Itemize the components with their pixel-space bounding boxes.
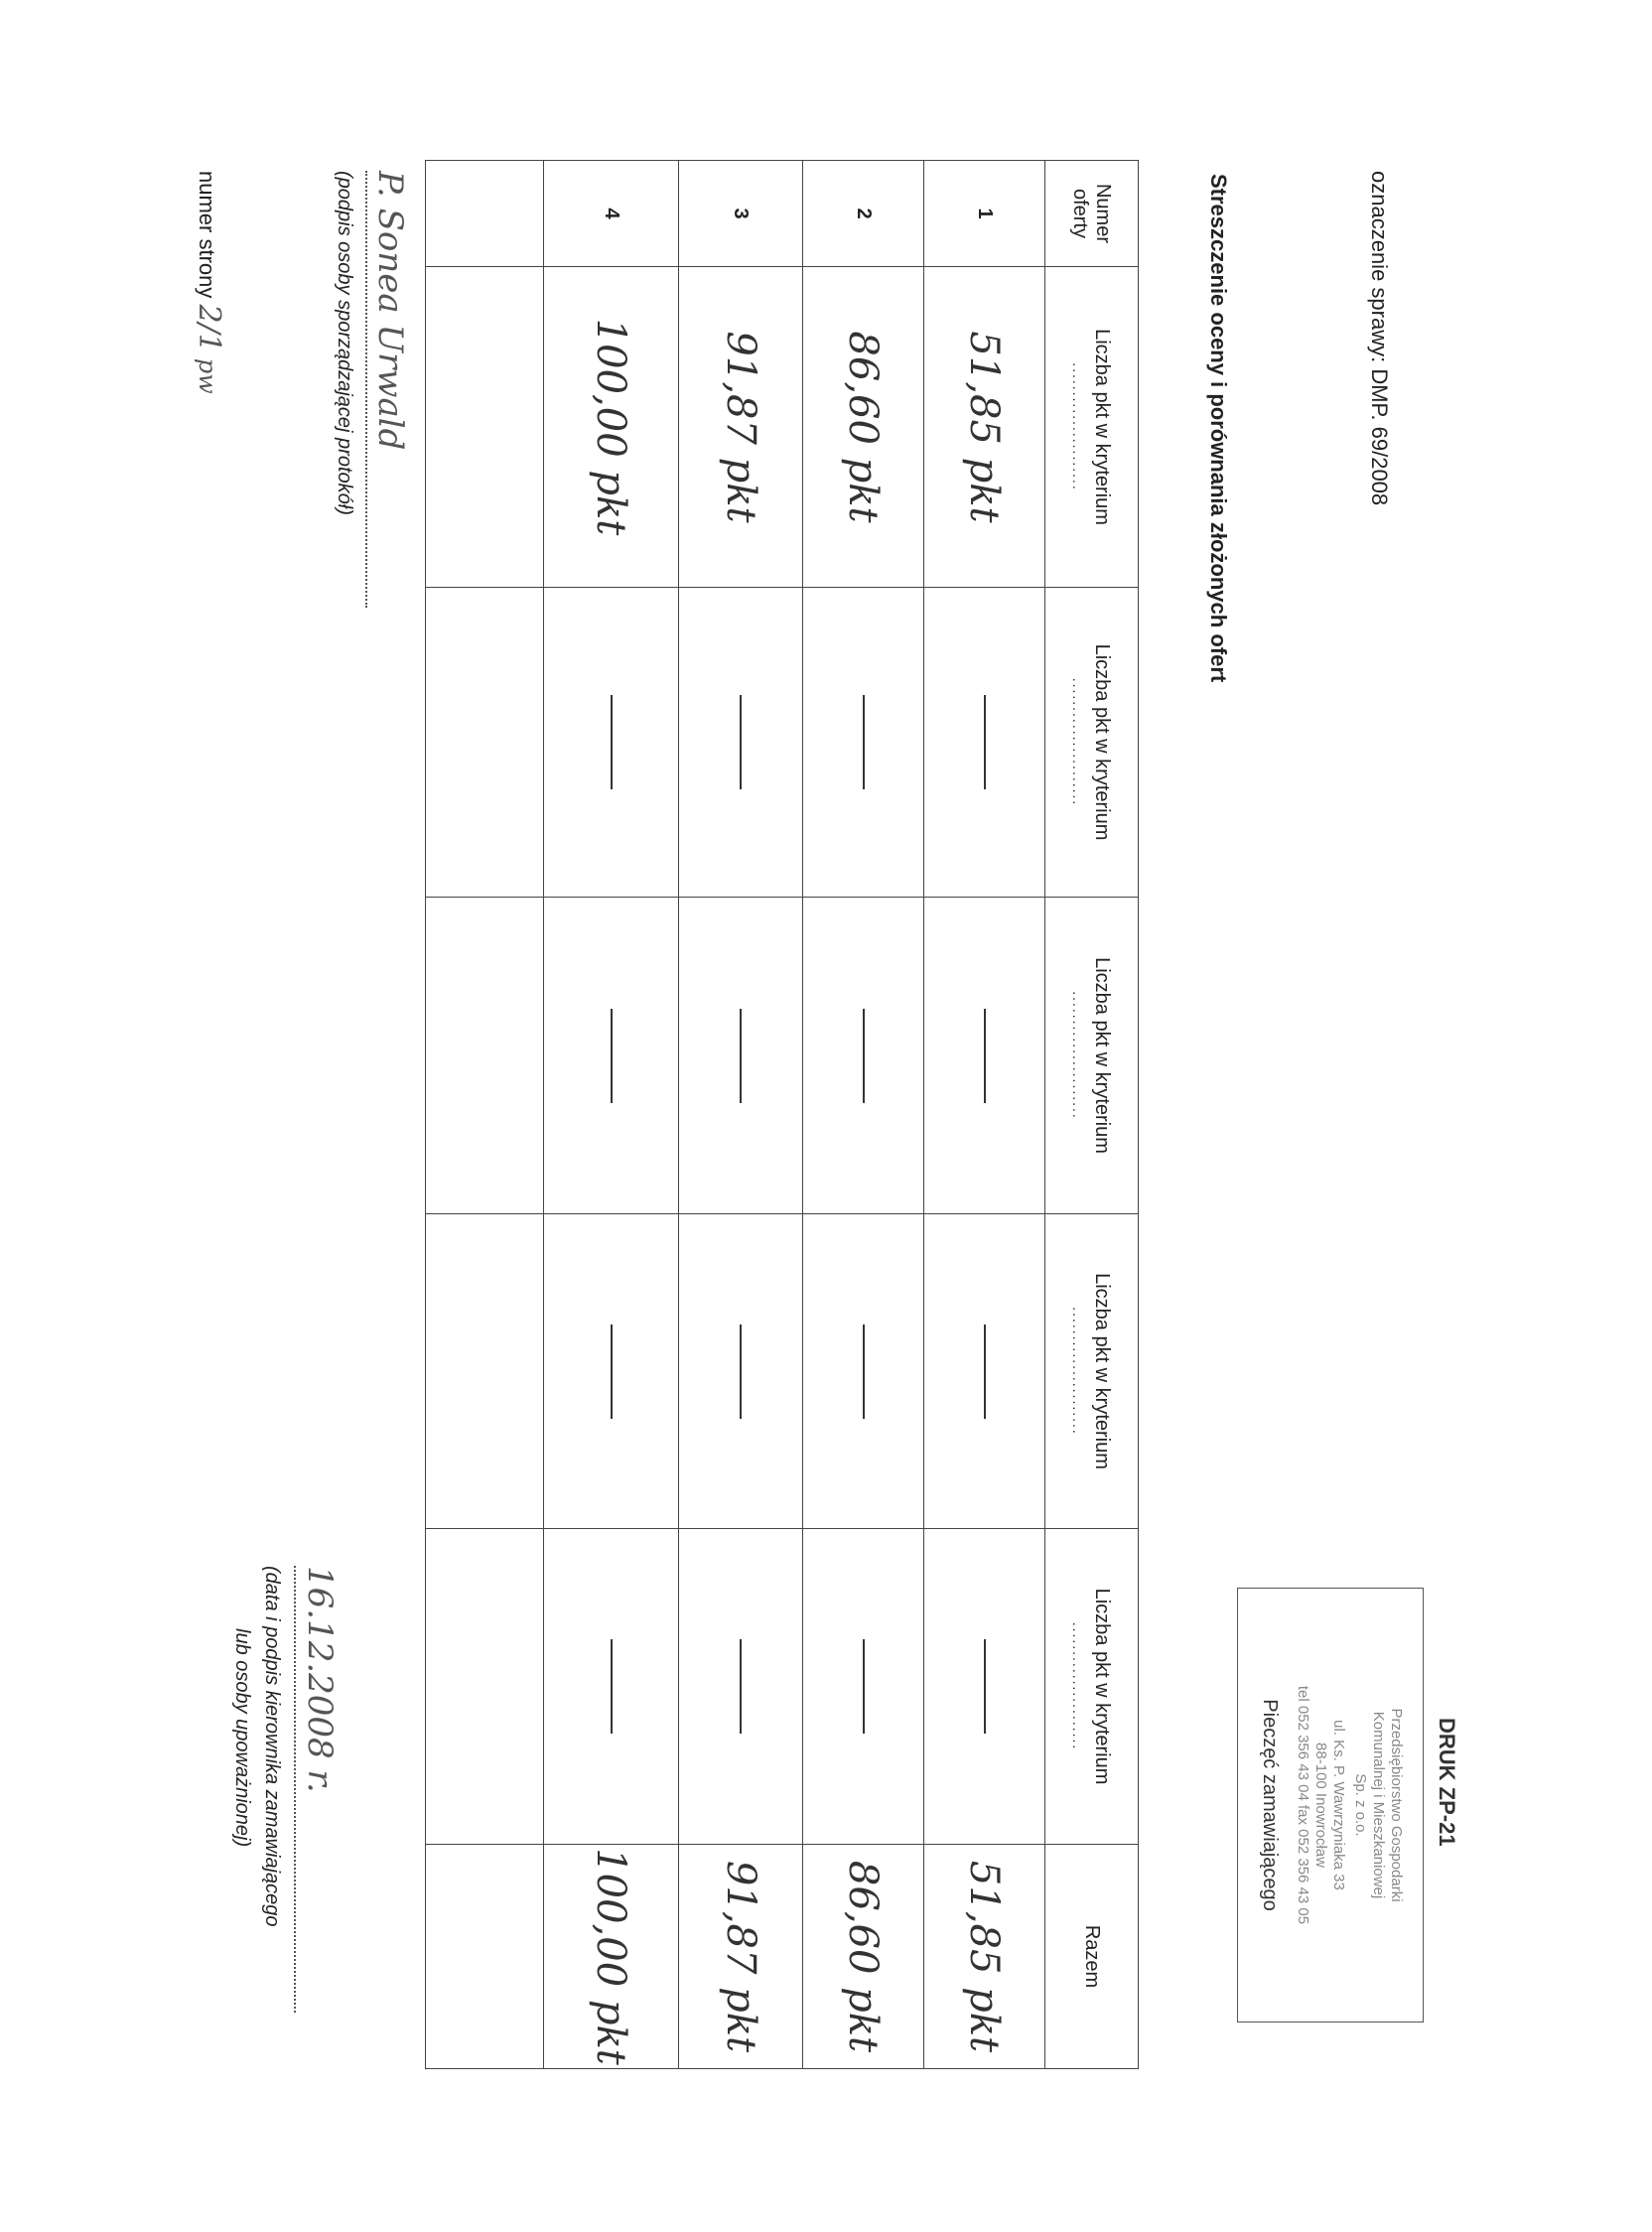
empty-score bbox=[803, 1529, 924, 1845]
stamp-line: ul. Ks. P. Wawrzyniaka 33 bbox=[1330, 1720, 1347, 1890]
empty-score bbox=[679, 1214, 803, 1529]
empty-score bbox=[544, 1529, 679, 1845]
header-total: Razem bbox=[1045, 1845, 1139, 2069]
empty-cell bbox=[426, 1529, 544, 1845]
preparer-caption: (podpis osoby sporządzającej protokół) bbox=[334, 171, 355, 515]
stamp-line: 88-100 Inowrocław bbox=[1312, 1743, 1329, 1868]
empty-cell bbox=[426, 1214, 544, 1529]
dash-mark bbox=[740, 1009, 742, 1103]
empty-score bbox=[544, 898, 679, 1214]
stamp-line: Przedsiębiorstwo Gospodarki bbox=[1388, 1708, 1405, 1902]
criterion-placeholder: ...................... bbox=[1070, 1307, 1086, 1436]
offers-table bbox=[425, 160, 1139, 2069]
criterion-score: 86,60 pkt bbox=[803, 267, 924, 588]
form-code: DRUK ZP-21 bbox=[1435, 1718, 1459, 1847]
case-label: oznaczenie sprawy: bbox=[1367, 171, 1392, 363]
header-criterion bbox=[1045, 267, 1139, 588]
empty-score bbox=[924, 898, 1045, 1214]
total-score: 51,85 pkt bbox=[924, 1845, 1045, 2069]
dash-mark bbox=[611, 1639, 613, 1734]
empty-score bbox=[803, 588, 924, 898]
offer-number: 3 bbox=[679, 161, 803, 267]
total-score: 86,60 pkt bbox=[803, 1845, 924, 2069]
stamp-line: Sp. z o.o. bbox=[1352, 1773, 1369, 1837]
criterion-placeholder: ...................... bbox=[1070, 362, 1086, 491]
empty-score bbox=[679, 588, 803, 898]
empty-score bbox=[679, 898, 803, 1214]
dash-mark bbox=[984, 695, 986, 789]
offer-number: 1 bbox=[924, 161, 1045, 267]
header-criterion bbox=[1045, 588, 1139, 898]
client-stamp bbox=[1237, 1588, 1424, 2023]
empty-score bbox=[924, 1529, 1045, 1845]
header-criterion bbox=[1045, 898, 1139, 1214]
header-label: Liczba pkt w kryterium bbox=[1091, 957, 1113, 1154]
criterion-placeholder: ...................... bbox=[1070, 991, 1086, 1120]
criterion-placeholder: ...................... bbox=[1070, 1621, 1086, 1751]
empty-cell bbox=[426, 588, 544, 898]
empty-score bbox=[803, 898, 924, 1214]
manager-date-signature: 16.12.2008 r. bbox=[294, 1566, 342, 2013]
table-row bbox=[803, 161, 924, 2069]
dash-mark bbox=[984, 1009, 986, 1103]
empty-cell bbox=[426, 267, 544, 588]
manager-caption-line2: lub osoby upoważnionej) bbox=[231, 1628, 253, 1848]
table-row bbox=[924, 161, 1045, 2069]
empty-cell bbox=[426, 1845, 544, 2069]
dash-mark bbox=[740, 1639, 742, 1734]
stamp-line: tel 052 356 43 04 fax 052 356 43 05 bbox=[1295, 1685, 1311, 1925]
page-number bbox=[189, 171, 226, 394]
empty-score bbox=[679, 1529, 803, 1845]
case-number: DMP. 69/2008 bbox=[1367, 368, 1392, 506]
dash-mark bbox=[984, 1639, 986, 1734]
empty-score bbox=[544, 588, 679, 898]
dash-mark bbox=[740, 695, 742, 789]
header-criterion bbox=[1045, 1529, 1139, 1845]
empty-score bbox=[544, 1214, 679, 1529]
empty-cell bbox=[426, 898, 544, 1214]
dash-mark bbox=[611, 1009, 613, 1103]
total-score: 100,00 pkt bbox=[544, 1845, 679, 2069]
preparer-signature: P. Sonea Urwald bbox=[365, 171, 411, 608]
offer-number: 4 bbox=[544, 161, 679, 267]
header-offer-number: Numer oferty bbox=[1045, 161, 1139, 267]
stamp-caption: Pieczęć zamawiającego bbox=[1259, 1699, 1281, 1911]
page-number-value: 2/1 bbox=[192, 304, 226, 352]
dash-mark bbox=[863, 1009, 865, 1103]
table-header-row bbox=[1045, 161, 1139, 2069]
criterion-score: 51,85 pkt bbox=[924, 267, 1045, 588]
case-reference bbox=[1366, 171, 1392, 505]
table-row bbox=[544, 161, 679, 2069]
manager-caption-line1: (data i podpis kierownika zamawiającego bbox=[261, 1566, 283, 1927]
dash-mark bbox=[611, 1325, 613, 1419]
dash-mark bbox=[863, 1639, 865, 1734]
dash-mark bbox=[863, 1325, 865, 1419]
page-number-label: numer strony bbox=[195, 171, 219, 299]
stamp-line: Komunalnej i Mieszkaniowej bbox=[1370, 1711, 1387, 1899]
dash-mark bbox=[740, 1325, 742, 1419]
page-initials: pw bbox=[194, 357, 221, 394]
empty-score bbox=[803, 1214, 924, 1529]
empty-cell bbox=[426, 161, 544, 267]
table-row-empty bbox=[426, 161, 544, 2069]
dash-mark bbox=[984, 1325, 986, 1419]
criterion-score: 91,87 pkt bbox=[679, 267, 803, 588]
dash-mark bbox=[611, 695, 613, 789]
dash-mark bbox=[863, 695, 865, 789]
header-label: Liczba pkt w kryterium bbox=[1091, 329, 1113, 525]
offer-number: 2 bbox=[803, 161, 924, 267]
header-label: Liczba pkt w kryterium bbox=[1091, 1588, 1113, 1785]
table-row bbox=[679, 161, 803, 2069]
header-label: Liczba pkt w kryterium bbox=[1091, 1273, 1113, 1469]
header-criterion bbox=[1045, 1214, 1139, 1529]
empty-score bbox=[924, 1214, 1045, 1529]
empty-score bbox=[924, 588, 1045, 898]
criterion-score: 100,00 pkt bbox=[544, 267, 679, 588]
total-score: 91,87 pkt bbox=[679, 1845, 803, 2069]
header-label: Liczba pkt w kryterium bbox=[1091, 643, 1113, 841]
document-title: Streszczenie oceny i porównania złożonych ofert bbox=[1206, 174, 1231, 683]
criterion-placeholder: ...................... bbox=[1070, 677, 1086, 807]
